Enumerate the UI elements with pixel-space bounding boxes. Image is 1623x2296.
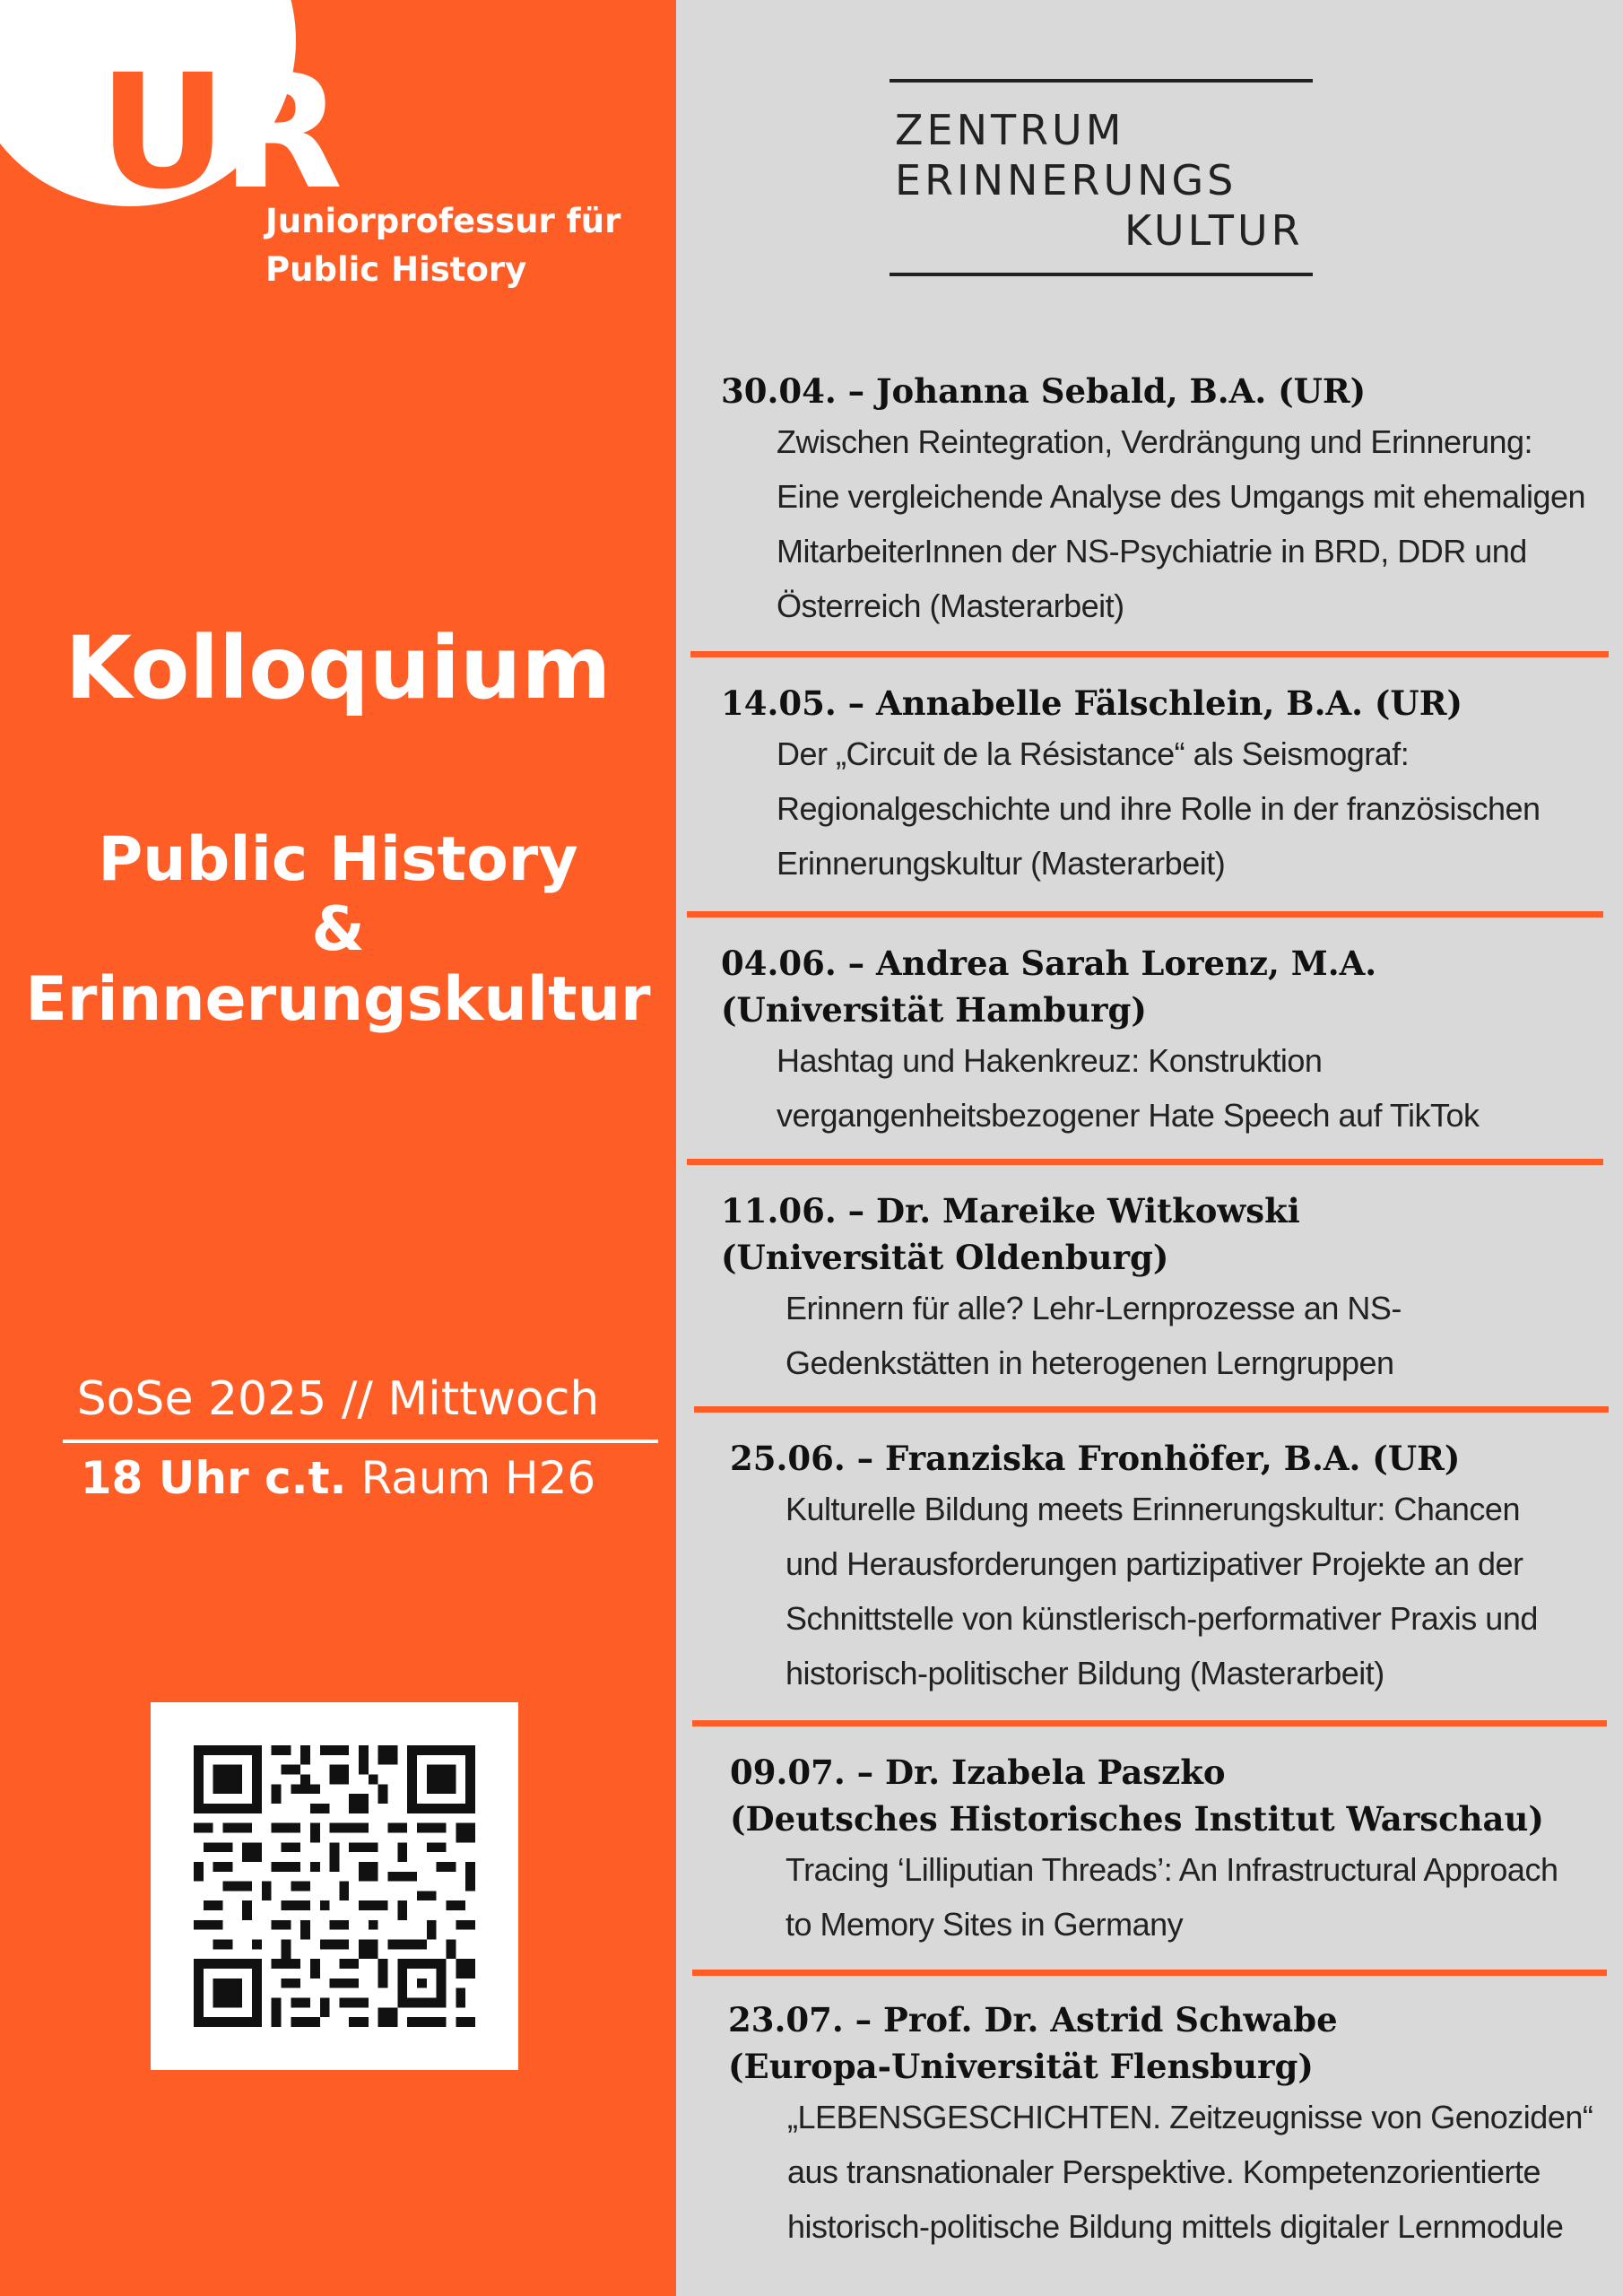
event-line: und Herausforderungen partizipativer Projekte an der	[785, 1545, 1523, 1582]
event-line: historisch-politischer Bildung (Masterarbeit)	[785, 1655, 1384, 1692]
event-speaker: Franziska Fronhöfer, B.A. (UR)	[885, 1439, 1461, 1478]
event-heading: 04.06. – Andrea Sarah Lorenz, M.A.	[721, 944, 1377, 983]
event-line: Hashtag und Hakenkreuz: Konstruktion	[777, 1042, 1323, 1079]
event-affiliation: (Universität Oldenburg)	[721, 1238, 1169, 1277]
event-speaker: Annabelle Fälschlein, B.A. (UR)	[876, 683, 1462, 723]
event-line: Der „Circuit de la Résistance“ als Seismograf:	[777, 735, 1410, 772]
event-speaker: Johanna Sebald, B.A. (UR)	[876, 371, 1367, 411]
left-panel	[0, 0, 676, 2296]
event-date: 09.07.	[730, 1752, 846, 1792]
event-date: 11.06.	[721, 1191, 837, 1231]
event-line: Gedenkstätten in heterogenen Lerngruppen	[785, 1344, 1394, 1381]
event-line: aus transnationaler Perspektive. Kompetenzorientierte	[787, 2153, 1541, 2190]
event-line: Eine vergleichende Analyse des Umgangs mit ehemaligen	[777, 478, 1586, 515]
event-affiliation: (Europa-Universität Flensburg)	[728, 2047, 1314, 2086]
event-line: Kulturelle Bildung meets Erinnerungskultur: Chancen	[785, 1491, 1520, 1527]
event-separator	[690, 651, 1609, 657]
event-item	[721, 1187, 1618, 1390]
event-affiliation: (Universität Hamburg)	[721, 990, 1147, 1030]
event-description	[721, 726, 1618, 891]
room-label: Raum H26	[346, 1452, 596, 1504]
subtitle	[0, 825, 676, 1035]
event-speaker: Andrea Sarah Lorenz, M.A.	[876, 944, 1377, 983]
event-line: Schnittstelle von künstlerisch-performativer Praxis und	[785, 1600, 1538, 1637]
event-heading: 11.06. – Dr. Mareike Witkowski	[721, 1191, 1300, 1231]
subtitle-line-3: Erinnerungskultur	[25, 964, 651, 1035]
event-separator	[687, 911, 1603, 918]
qr-code-icon	[194, 1745, 475, 2027]
zentrum-line-3: KULTUR	[1124, 206, 1304, 255]
event-line: historisch-politische Bildung mittels digitaler Lernmodule	[787, 2208, 1564, 2245]
event-line: MitarbeiterInnen der NS-Psychiatrie in BRD, DDR und	[777, 533, 1527, 570]
event-description	[730, 1482, 1623, 1700]
event-line: Regionalgeschichte und ihre Rolle in der französischen	[777, 790, 1541, 827]
event-heading: 30.04. – Johanna Sebald, B.A. (UR)	[721, 371, 1367, 411]
event-description	[721, 414, 1618, 633]
event-separator	[692, 1720, 1607, 1726]
event-heading: 25.06. – Franziska Fronhöfer, B.A. (UR)	[730, 1439, 1461, 1478]
event-separator	[692, 1970, 1607, 1976]
event-line: Zwischen Reintegration, Verdrängung und Erinnerung:	[777, 423, 1533, 460]
event-speaker: Dr. Mareike Witkowski	[876, 1191, 1300, 1231]
event-item	[728, 1996, 1623, 2254]
event-item	[730, 1435, 1623, 1700]
chair-name	[265, 197, 621, 294]
time-room-line	[0, 1449, 676, 1507]
event-line: „LEBENSGESCHICHTEN. Zeitzeugnisse von Genoziden“	[787, 2099, 1593, 2135]
event-date: 14.05.	[721, 683, 837, 723]
event-item	[730, 1749, 1623, 1952]
event-line: Erinnerungskultur (Masterarbeit)	[777, 845, 1226, 882]
page-title: Kolloquium	[65, 618, 612, 718]
event-date: 30.04.	[721, 371, 837, 411]
event-date: 23.07.	[728, 2000, 844, 2039]
event-line: to Memory Sites in Germany	[785, 1906, 1184, 1943]
event-description	[730, 1842, 1623, 1952]
event-separator	[687, 1159, 1603, 1165]
event-line: Österreich (Masterarbeit)	[777, 587, 1124, 624]
event-affiliation: (Deutsches Historisches Institut Warschau)	[730, 1799, 1544, 1839]
event-speaker: Dr. Izabela Paszko	[885, 1752, 1226, 1792]
event-heading: 09.07. – Dr. Izabela Paszko	[730, 1752, 1226, 1792]
ur-logo: UR	[99, 40, 338, 224]
event-date: 04.06.	[721, 944, 837, 983]
zentrum-line-1: ZENTRUM	[895, 106, 1125, 154]
chair-line-2: Public History	[265, 250, 527, 289]
event-heading: 23.07. – Prof. Dr. Astrid Schwabe	[728, 2000, 1338, 2039]
chair-line-1: Juniorprofessur für	[265, 202, 621, 240]
subtitle-line-1: Public History	[98, 824, 578, 895]
event-item	[721, 680, 1618, 891]
event-item	[721, 368, 1618, 633]
event-line: vergangenheitsbezogener Hate Speech auf TikTok	[777, 1097, 1480, 1134]
semester-divider	[63, 1439, 658, 1443]
event-line: Erinnern für alle? Lehr-Lernprozesse an NS-	[785, 1290, 1402, 1326]
event-description	[721, 1033, 1618, 1143]
zentrum-top-rule	[890, 79, 1313, 83]
event-line: Tracing ‘Lilliputian Threads’: An Infrastructural Approach	[785, 1851, 1558, 1888]
event-separator	[694, 1406, 1609, 1413]
qr-code[interactable]	[151, 1702, 518, 2070]
zentrum-line-2: ERINNERUNGS	[895, 156, 1237, 204]
event-item	[721, 940, 1618, 1143]
semester-line: SoSe 2025 // Mittwoch	[76, 1372, 600, 1426]
event-speaker: Prof. Dr. Astrid Schwabe	[883, 2000, 1338, 2039]
time-label: 18 Uhr c.t.	[80, 1452, 347, 1504]
zentrum-bottom-rule	[890, 273, 1313, 276]
event-description	[721, 1281, 1618, 1390]
event-description	[728, 2090, 1623, 2254]
event-heading: 14.05. – Annabelle Fälschlein, B.A. (UR)	[721, 683, 1462, 723]
subtitle-line-2: &	[311, 894, 365, 965]
right-panel	[676, 0, 1623, 2296]
event-date: 25.06.	[730, 1439, 846, 1478]
